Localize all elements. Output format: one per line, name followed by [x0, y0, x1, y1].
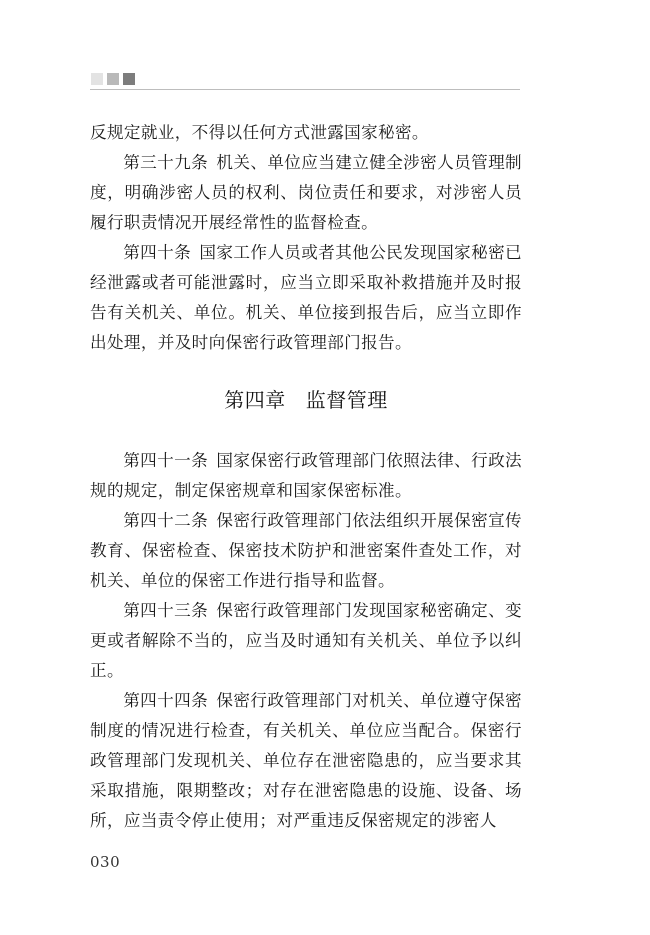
article-43 — [90, 596, 522, 686]
article-41 — [90, 446, 522, 506]
article-text: 机关、单位应当建立健全涉密人员管理制度，明确涉密人员的权利、岗位责任和要求，对涉密人员履行职责情况开展经常性的监督检查。 — [90, 153, 522, 232]
article-40 — [90, 238, 522, 358]
chapter-heading — [90, 380, 522, 420]
article-44 — [90, 686, 522, 836]
article-text: 国家工作人员或者其他公民发现国家秘密已经泄露或者可能泄露时，应当立即采取补救措施并及时报告有关机关、单位。机关、单位接到报告后，应当立即作出处理，并及时向保密行政管理部门报告。 — [90, 243, 522, 352]
article-text: 保密行政管理部门发现国家秘密确定、变更或者解除不当的，应当及时通知有关机关、单位予以纠正。 — [90, 601, 522, 680]
header-decoration — [91, 73, 135, 85]
article-number: 第四十条 — [123, 243, 192, 262]
article-text: 国家保密行政管理部门依照法律、行政法规的规定，制定保密规章和国家保密标准。 — [90, 451, 522, 500]
header-square-medium — [107, 73, 119, 85]
paragraph-continuation — [90, 118, 522, 148]
page-body — [90, 118, 522, 836]
paragraph-text: 反规定就业，不得以任何方式泄露国家秘密。 — [90, 123, 429, 142]
article-number: 第四十一条 — [123, 451, 209, 470]
article-39 — [90, 148, 522, 238]
page-number: 030 — [90, 853, 121, 871]
article-number: 第四十四条 — [123, 691, 209, 710]
article-number: 第三十九条 — [123, 153, 209, 172]
header-square-light — [91, 73, 103, 85]
article-number: 第四十三条 — [123, 601, 209, 620]
header-square-dark — [123, 73, 135, 85]
article-text: 保密行政管理部门依法组织开展保密宣传教育、保密检查、保密技术防护和泄密案件查处工作，对机关、单位的保密工作进行指导和监督。 — [90, 511, 522, 590]
chapter-title: 监督管理 — [305, 388, 388, 412]
article-number: 第四十二条 — [123, 511, 209, 530]
chapter-number: 第四章 — [224, 388, 286, 412]
article-42 — [90, 506, 522, 596]
article-text: 保密行政管理部门对机关、单位遵守保密制度的情况进行检查，有关机关、单位应当配合。保密行政管理部门发现机关、单位存在泄密隐患的，应当要求其采取措施，限期整改；对存在泄密隐患的设施、设备、场所，应当责令停止使用；对严重违反保密规定的涉密人 — [90, 691, 522, 830]
header-rule — [90, 89, 520, 90]
